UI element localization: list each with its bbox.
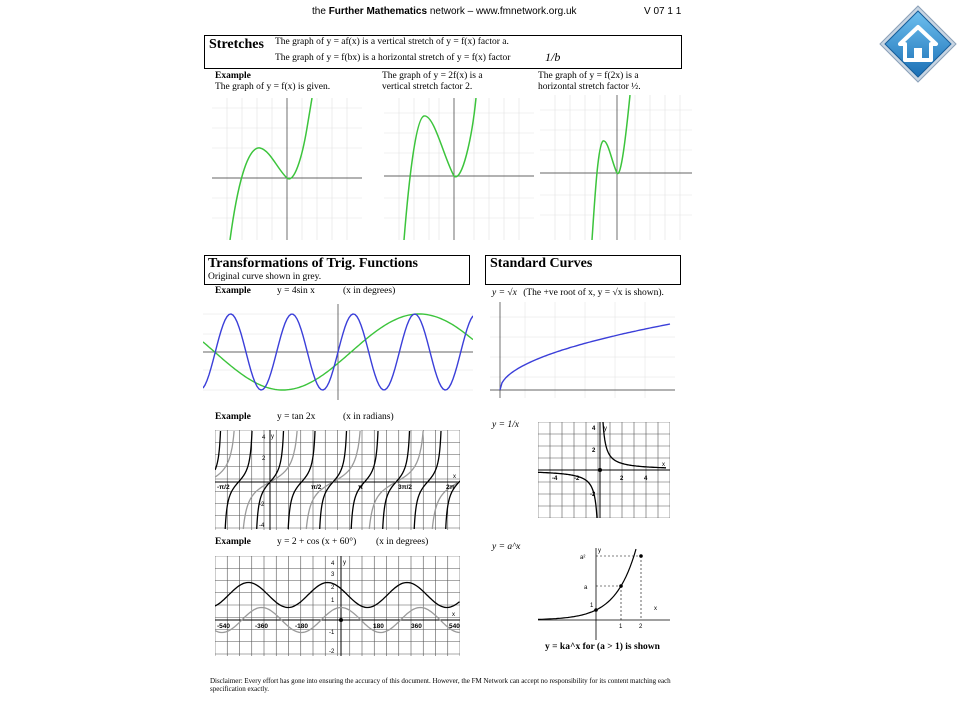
tan-graph xyxy=(215,430,460,530)
grid xyxy=(540,95,692,240)
stretch-example-2: The graph of y = 2f(x) is a vertical stretch factor 2. xyxy=(382,71,483,92)
stretch-example-1 xyxy=(215,71,330,93)
trig-subtitle: Original curve shown in grey. xyxy=(208,272,322,282)
recip-label: y = 1/x xyxy=(492,420,519,430)
trig-example-3-equation: y = 2 + cos (x + 60°) xyxy=(277,537,357,547)
tan-xtick-2pi: 2π xyxy=(446,484,455,491)
cos-ytick-m1: -1 xyxy=(329,630,335,636)
cos-ytick-2: 2 xyxy=(331,585,335,591)
trig-example-2-unit: (x in radians) xyxy=(343,412,394,422)
exp-y-label: y xyxy=(598,548,601,554)
trig-example-1-heading: Example xyxy=(215,286,251,296)
sqrt-graph xyxy=(490,302,675,398)
home-icon xyxy=(878,4,958,84)
cos-graph xyxy=(215,556,460,656)
curve-2fx xyxy=(404,98,476,240)
exp-caption: y = ka^x for (a > 1) is shown xyxy=(545,642,660,652)
exp-label: y = a^x xyxy=(492,542,521,552)
tan-ytick-4: 4 xyxy=(262,435,266,441)
recip-ytick-4: 4 xyxy=(592,426,596,432)
recip-y-label: y xyxy=(604,426,607,432)
curve-f2x xyxy=(592,95,630,240)
stretches-title: Stretches xyxy=(209,37,264,52)
tan-ytick-m2: -2 xyxy=(259,502,265,508)
cos-xtick-m360: -360 xyxy=(255,623,269,630)
cos-xtick-m540: -540 xyxy=(217,623,231,630)
sin-graph xyxy=(203,304,473,400)
tan-branch xyxy=(225,431,252,529)
cos-ytick-m2: -2 xyxy=(329,649,335,655)
point-a2 xyxy=(639,554,643,558)
trig-example-1-equation: y = 4sin x xyxy=(277,286,315,296)
stretch-example-1-heading: Example xyxy=(215,71,251,81)
exp-xtick-1: 1 xyxy=(619,624,623,630)
tan-branch xyxy=(215,431,220,470)
grid xyxy=(490,302,675,398)
tan-branch xyxy=(215,431,234,477)
trig-example-2-equation: y = tan 2x xyxy=(277,412,316,422)
disclaimer: Disclaimer: Every effort has gone into ensuring the accuracy of this document. However, the FM Network can accept no responsibility for its content matching each specification exactly. xyxy=(210,677,671,693)
exp-x-label: x xyxy=(654,606,657,612)
tan-xtick-pi: π xyxy=(358,484,363,491)
recip-xtick-2: 2 xyxy=(620,476,624,482)
tan-ytick-m4: -4 xyxy=(259,523,265,529)
curve-fx xyxy=(230,98,312,240)
cos-xtick-360: 360 xyxy=(411,623,422,630)
trig-example-2-heading: Example xyxy=(215,412,251,422)
tan-branch xyxy=(288,431,315,529)
stretch-example-3: The graph of y = f(2x) is a horizontal stretch factor ½. xyxy=(538,71,641,92)
recip-x-label: x xyxy=(662,462,665,468)
grid xyxy=(215,556,460,656)
exp-ytick-a2: a² xyxy=(580,555,586,561)
cos-xtick-m180: -180 xyxy=(295,623,309,630)
header-brand: Further Mathematics xyxy=(328,6,428,17)
point-a xyxy=(619,584,623,588)
origin-dot xyxy=(598,468,602,472)
tan-xtick-pi2: π/2 xyxy=(311,484,322,491)
home-button[interactable] xyxy=(878,4,958,84)
trig-title: Transformations of Trig. Functions xyxy=(208,256,419,271)
tan-xtick-3pi2: 3π/2 xyxy=(398,484,413,491)
exp-xtick-2: 2 xyxy=(639,624,643,630)
cos-y-label: y xyxy=(343,560,346,566)
tan-ytick-2: 2 xyxy=(262,456,266,462)
trig-example-3-heading: Example xyxy=(215,537,251,547)
sqrt-label xyxy=(492,288,664,299)
exp-ytick-1: 1 xyxy=(590,603,594,609)
tan-x-label: x xyxy=(453,474,456,480)
recip-xtick-4: 4 xyxy=(644,476,648,482)
sqrt-equation: y = √x xyxy=(492,288,517,298)
recip-ytick-2: 2 xyxy=(592,448,596,454)
cos-xtick-180: 180 xyxy=(373,623,384,630)
stretches-line-1: The graph of y = af(x) is a vertical stretch of y = f(x) factor a. xyxy=(275,37,509,47)
stretches-fraction: 1/b xyxy=(545,50,561,64)
recip-xtick-m2: -2 xyxy=(574,476,580,482)
header-version: V 07 1 1 xyxy=(644,6,682,17)
trig-example-3-unit: (x in degrees) xyxy=(376,537,429,547)
trig-example-1-unit: (x in degrees) xyxy=(343,286,396,296)
cos-ytick-4: 4 xyxy=(331,561,335,567)
stretch-graph-fx xyxy=(212,98,362,240)
header-suffix: network – www.fmnetwork.org.uk xyxy=(427,6,577,17)
cos-x-label: x xyxy=(452,612,455,618)
page-header xyxy=(312,6,577,17)
cos-ytick-3: 3 xyxy=(331,572,335,578)
tan-xtick-mpi2: -π/2 xyxy=(217,484,230,491)
stretch-example-1-text: The graph of y = f(x) is given. xyxy=(215,82,331,92)
recip-graph xyxy=(538,422,670,518)
cos-xtick-540: 540 xyxy=(449,623,460,630)
tan-y-label: y xyxy=(271,434,274,440)
stretches-line-2: The graph of y = f(bx) is a horizontal stretch of y = f(x) factor xyxy=(275,53,511,63)
cos-ytick-1: 1 xyxy=(331,598,335,604)
standard-title: Standard Curves xyxy=(490,256,593,271)
stretch-graph-2fx xyxy=(384,98,534,240)
tan-branch xyxy=(414,431,441,529)
sqrt-note: (The +ve root of x, y = √x is shown). xyxy=(523,288,664,298)
stretch-graph-f2x xyxy=(540,95,692,240)
exp-graph xyxy=(538,544,670,640)
header-prefix: the xyxy=(312,6,329,17)
point-1 xyxy=(594,608,598,612)
recip-ytick-m2: -2 xyxy=(590,492,596,498)
tan-branch xyxy=(320,431,347,529)
recip-xtick-m4: -4 xyxy=(552,476,558,482)
origin-dot xyxy=(339,618,343,622)
exp-ytick-a: a xyxy=(584,585,588,591)
